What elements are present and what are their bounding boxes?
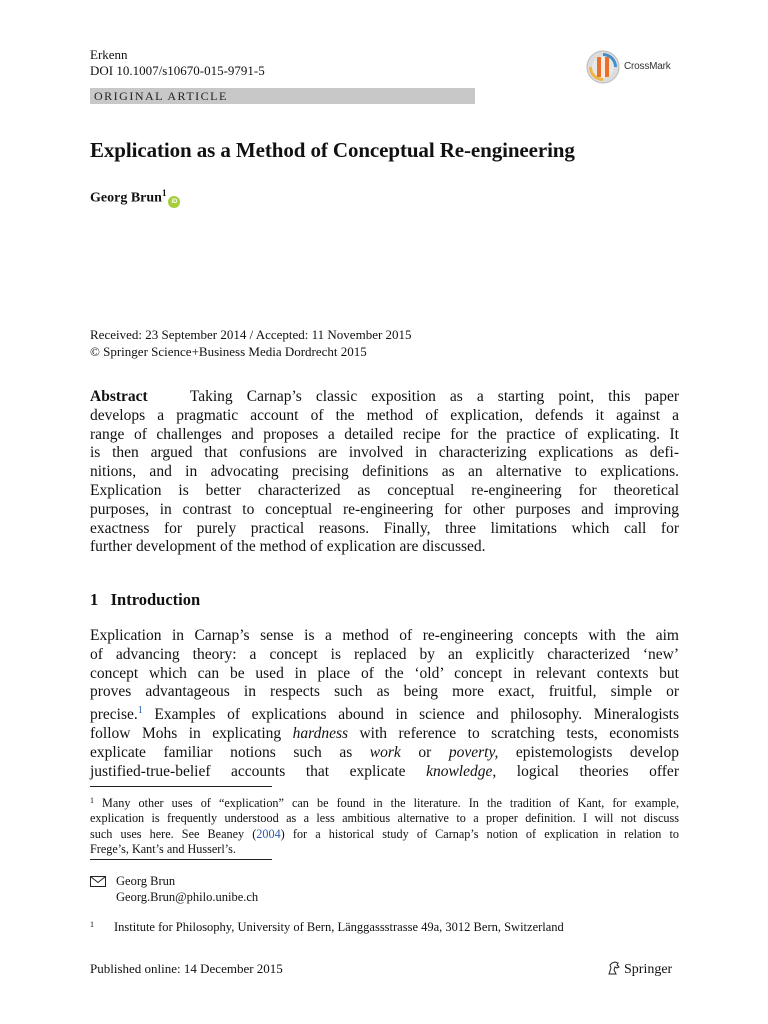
footnote-line: explication is frequently understood as a less ambitious alternative to a proper definition. I will not discuss <box>90 811 679 826</box>
footnote <box>90 793 679 857</box>
footnote-ref[interactable]: 1 <box>137 705 143 717</box>
body-line: proves advantageous in respects such as being more exact, fruitful, simple or <box>90 683 679 701</box>
abstract-line: purposes, in contrast to conceptual re-engineering for other purposes and improving <box>90 500 679 518</box>
body-line: of advancing theory: a concept is replaced by an explicitly characterized ‘new’ <box>90 645 679 663</box>
correspondence <box>90 873 258 905</box>
citation-link[interactable]: 2004 <box>256 826 281 841</box>
article-type-band: ORIGINAL ARTICLE <box>90 88 475 104</box>
orcid-icon[interactable]: iD <box>168 196 180 208</box>
abstract-line: develops a pragmatic account of the method of explication, defends it against a <box>90 406 679 424</box>
author-name[interactable]: Georg Brun <box>90 190 162 206</box>
contact-email[interactable]: Georg.Brun@philo.unibe.ch <box>116 890 259 904</box>
intro-paragraph <box>90 627 679 782</box>
abstract-line: Explication is better characterized as conceptual re-engineering for theoretical <box>90 481 679 499</box>
crossmark-badge[interactable] <box>586 50 686 84</box>
body-line: explicate familiar notions such as work or poverty, epistemologists develop <box>90 743 679 761</box>
abstract-line: exactness for purely practical reasons. Finally, three limitations which call for <box>90 519 679 537</box>
springer-horse-icon <box>606 960 622 976</box>
footnote-rule-2 <box>90 859 272 860</box>
section-heading <box>90 590 200 610</box>
body-line: Explication in Carnap’s sense is a method of re-engineering concepts with the aim <box>90 627 679 644</box>
footnote-line: $^1$ Many other uses of “explication” can be found in the literature. In the tradition of Kant, for example, <box>90 796 679 810</box>
abstract-line: is then argued that confusions are involved in characterizing explications as defi- <box>90 444 679 462</box>
envelope-icon <box>90 876 106 887</box>
section-title: Introduction <box>110 590 201 609</box>
abstract-line: further development of the method of explication are discussed. <box>90 538 486 556</box>
journal-header <box>90 47 265 79</box>
body-line: justified-true-belief accounts that explicate knowledge, logical theories offer <box>90 762 679 780</box>
footnote-line: Frege’s, Kant’s and Husserl’s. <box>90 841 236 856</box>
contact-name: Georg Brun <box>116 874 176 888</box>
affiliation-mark: 1 <box>90 920 94 929</box>
doi[interactable]: DOI 10.1007/s10670-015-9791-5 <box>90 63 265 78</box>
published-online: Published online: 14 December 2015 <box>90 961 283 976</box>
abstract <box>90 388 679 557</box>
section-number: 1 <box>90 590 99 609</box>
footnote-line: such uses here. See Beaney (2004) for a historical study of Carnap’s notion of explication in relation to <box>90 826 680 841</box>
author-line <box>90 188 180 208</box>
received-accepted: Received: 23 September 2014 / Accepted: 11 November 2015 <box>90 327 412 342</box>
affiliation <box>90 917 564 935</box>
affiliation-text: Institute for Philosophy, University of Bern, Länggassstrasse 49a, 3012 Bern, Switzerland <box>114 920 564 934</box>
abstract-line: nitions, and in advocating precising definitions as an alternative to explications. <box>90 463 679 481</box>
body-line: precise.$^1$ Examples of explications abound in science and philosophy. Mineralogists <box>90 705 679 724</box>
article-dates <box>90 326 412 360</box>
crossmark-icon <box>586 50 620 84</box>
footnote-rule <box>90 786 272 787</box>
footnote-mark: 1 <box>90 796 94 805</box>
springer-logo[interactable] <box>606 960 672 978</box>
publisher-name: Springer <box>624 962 673 977</box>
author-affiliation-mark: 1 <box>161 188 167 198</box>
copyright: © Springer Science+Business Media Dordrecht 2015 <box>90 344 367 359</box>
crossmark-label: CrossMark <box>624 61 671 72</box>
abstract-line: range of challenges and proposes a detailed recipe for the practice of explicating. It <box>90 425 679 443</box>
journal-name: Erkenn <box>90 47 128 62</box>
body-line: follow Mohs in explicating hardness with reference to scratching tests, economists <box>90 725 679 743</box>
body-line: concept which can be used in place of the ‘old’ concept in relevant contexts but <box>90 664 679 682</box>
abstract-line: Abstract Taking Carnap’s classic exposition as a starting point, this paper <box>90 388 680 405</box>
article-title: Explication as a Method of Conceptual Re-engineering <box>90 138 575 162</box>
abstract-heading: Abstract <box>90 388 148 405</box>
